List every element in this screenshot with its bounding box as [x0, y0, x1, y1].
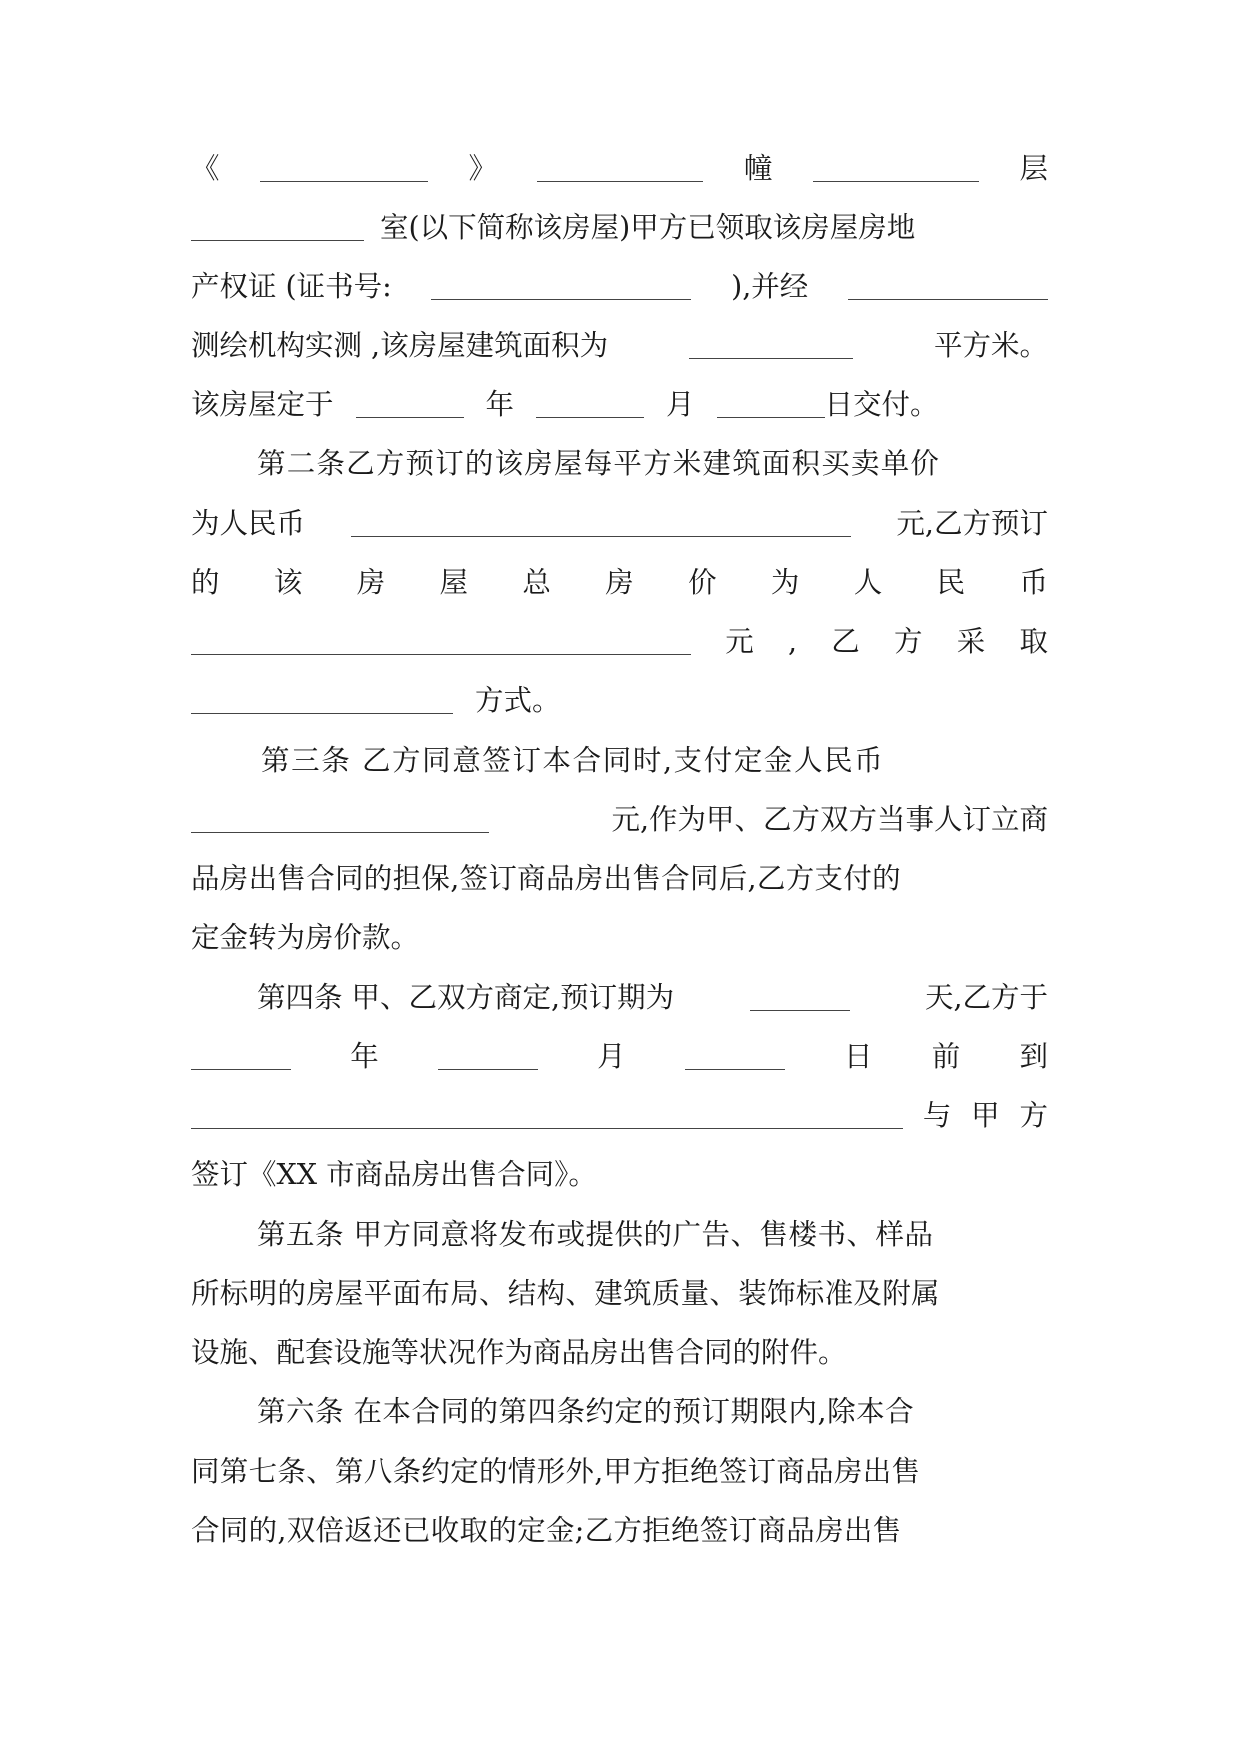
text-segment: 屋 — [439, 566, 469, 599]
contract-line-10 — [191, 679, 1048, 723]
text-segment: 年 — [485, 388, 515, 421]
contract-line-4 — [191, 324, 1048, 368]
text-segment: 日 — [844, 1040, 873, 1073]
text-segment: 该 — [273, 566, 303, 599]
text-segment: 方式。 — [475, 684, 561, 717]
text-segment: 签订《XX 市商品房出售合同》。 — [191, 1158, 597, 1191]
fill-in-blank — [191, 212, 364, 241]
fill-in-blank — [351, 508, 851, 537]
text-segment: 第三条 乙方同意签订本合同时,支付定金人民币 — [261, 744, 885, 777]
text-segment: 合同的,双倍返还已收取的定金;乙方拒绝签订商品房出售 — [191, 1514, 902, 1547]
text-segment: 为人民币 — [191, 507, 306, 540]
text-segment: 第六条 在本合同的第四条约定的预订期限内,除本合 — [257, 1395, 915, 1428]
contract-line-16 — [191, 1035, 1048, 1079]
text-segment: 品房出售合同的担保,签订商品房出售合同后,乙方支付的 — [191, 862, 901, 895]
text-segment: 日交付。 — [824, 388, 939, 421]
text-segment: 《 — [191, 152, 220, 185]
fill-in-blank — [685, 1041, 785, 1070]
text-segment: 乙 — [831, 625, 860, 658]
text-segment: 民 — [936, 566, 966, 599]
text-segment: 总 — [522, 566, 551, 599]
contract-line-12 — [191, 798, 1048, 842]
text-segment: 第五条 甲方同意将发布或提供的广告、售楼书、样品 — [257, 1218, 934, 1251]
text-segment: 房 — [356, 566, 386, 599]
text-segment: 平方米。 — [933, 329, 1048, 362]
text-segment: 元 — [725, 625, 754, 658]
fill-in-blank — [191, 626, 691, 655]
text-segment: 月 — [666, 388, 695, 421]
text-segment: 方 — [1019, 1099, 1048, 1132]
text-segment: 第二条乙方预订的该房屋每平方米建筑面积买卖单价 — [257, 447, 941, 480]
fill-in-blank — [537, 153, 703, 182]
text-segment: 前 — [931, 1040, 961, 1073]
text-segment: 的 — [191, 566, 220, 599]
contract-line-20 — [191, 1272, 1048, 1316]
text-segment: 第四条 甲、乙双方商定,预订期为 — [257, 981, 675, 1014]
text-segment: 产权证 (证书号: — [191, 270, 392, 303]
contract-line-23 — [191, 1450, 1048, 1494]
fill-in-blank — [431, 271, 691, 300]
fill-in-blank — [689, 330, 853, 359]
contract-line-21 — [191, 1331, 1048, 1375]
contract-line-6 — [257, 442, 1048, 486]
text-segment: 元,乙方预订 — [896, 507, 1048, 540]
text-segment: 》 — [468, 152, 497, 185]
fill-in-blank — [536, 389, 644, 418]
text-segment: 所标明的房屋平面布局、结构、建筑质量、装饰标准及附属 — [191, 1277, 940, 1310]
text-segment: ),并经 — [731, 270, 809, 303]
text-segment: 取 — [1019, 625, 1048, 658]
contract-line-9 — [191, 620, 1048, 664]
fill-in-blank — [260, 153, 428, 182]
text-segment: 到 — [1019, 1040, 1048, 1073]
fill-in-blank — [356, 389, 464, 418]
fill-in-blank — [191, 685, 453, 714]
contract-line-3 — [191, 265, 1048, 309]
text-segment: 与 — [922, 1099, 952, 1132]
text-segment: 室(以下简称该房屋)甲方已领取该房屋房地 — [380, 211, 916, 244]
contract-line-5 — [191, 383, 1048, 427]
text-segment: , — [787, 625, 798, 658]
text-segment: 元,作为甲、乙方双方当事人订立商 — [611, 803, 1048, 836]
contract-line-17 — [191, 1094, 1048, 1138]
fill-in-blank — [191, 1041, 291, 1070]
text-segment: 人 — [853, 566, 883, 599]
text-segment: 同第七条、第八条约定的情形外,甲方拒绝签订商品房出售 — [191, 1455, 921, 1488]
text-segment: 测绘机构实测 ,该房屋建筑面积为 — [191, 329, 609, 362]
text-segment: 币 — [1019, 566, 1048, 599]
contract-line-11 — [261, 739, 1048, 783]
contract-line-2 — [191, 206, 1048, 250]
contract-line-14 — [191, 916, 1048, 960]
contract-line-24 — [191, 1509, 1048, 1553]
fill-in-blank — [191, 804, 489, 833]
fill-in-blank — [750, 982, 850, 1011]
text-segment: 该房屋定于 — [191, 388, 334, 421]
fill-in-blank — [191, 1100, 903, 1129]
text-segment: 幢 — [743, 152, 773, 185]
contract-line-18 — [191, 1153, 1048, 1197]
text-segment: 月 — [597, 1040, 626, 1073]
text-segment: 采 — [956, 625, 986, 658]
contract-line-1 — [191, 147, 1048, 191]
text-segment: 为 — [770, 566, 800, 599]
contract-line-22 — [257, 1390, 1048, 1434]
text-segment: 天,乙方于 — [924, 981, 1048, 1014]
contract-line-13 — [191, 857, 1048, 901]
fill-in-blank — [848, 271, 1048, 300]
fill-in-blank — [717, 389, 825, 418]
fill-in-blank — [438, 1041, 538, 1070]
text-segment: 设施、配套设施等状况作为商品房出售合同的附件。 — [191, 1336, 847, 1369]
contract-line-19 — [257, 1213, 1048, 1257]
text-segment: 房 — [605, 566, 634, 599]
fill-in-blank — [813, 153, 979, 182]
contract-line-15 — [257, 976, 1048, 1020]
contract-line-7 — [191, 502, 1048, 546]
text-segment: 价 — [688, 566, 717, 599]
text-segment: 方 — [893, 625, 923, 658]
text-segment: 甲 — [971, 1099, 1000, 1132]
text-segment: 层 — [1019, 152, 1048, 185]
text-segment: 年 — [350, 1040, 379, 1073]
text-segment: 定金转为房价款。 — [191, 921, 420, 954]
contract-line-8 — [191, 561, 1048, 605]
